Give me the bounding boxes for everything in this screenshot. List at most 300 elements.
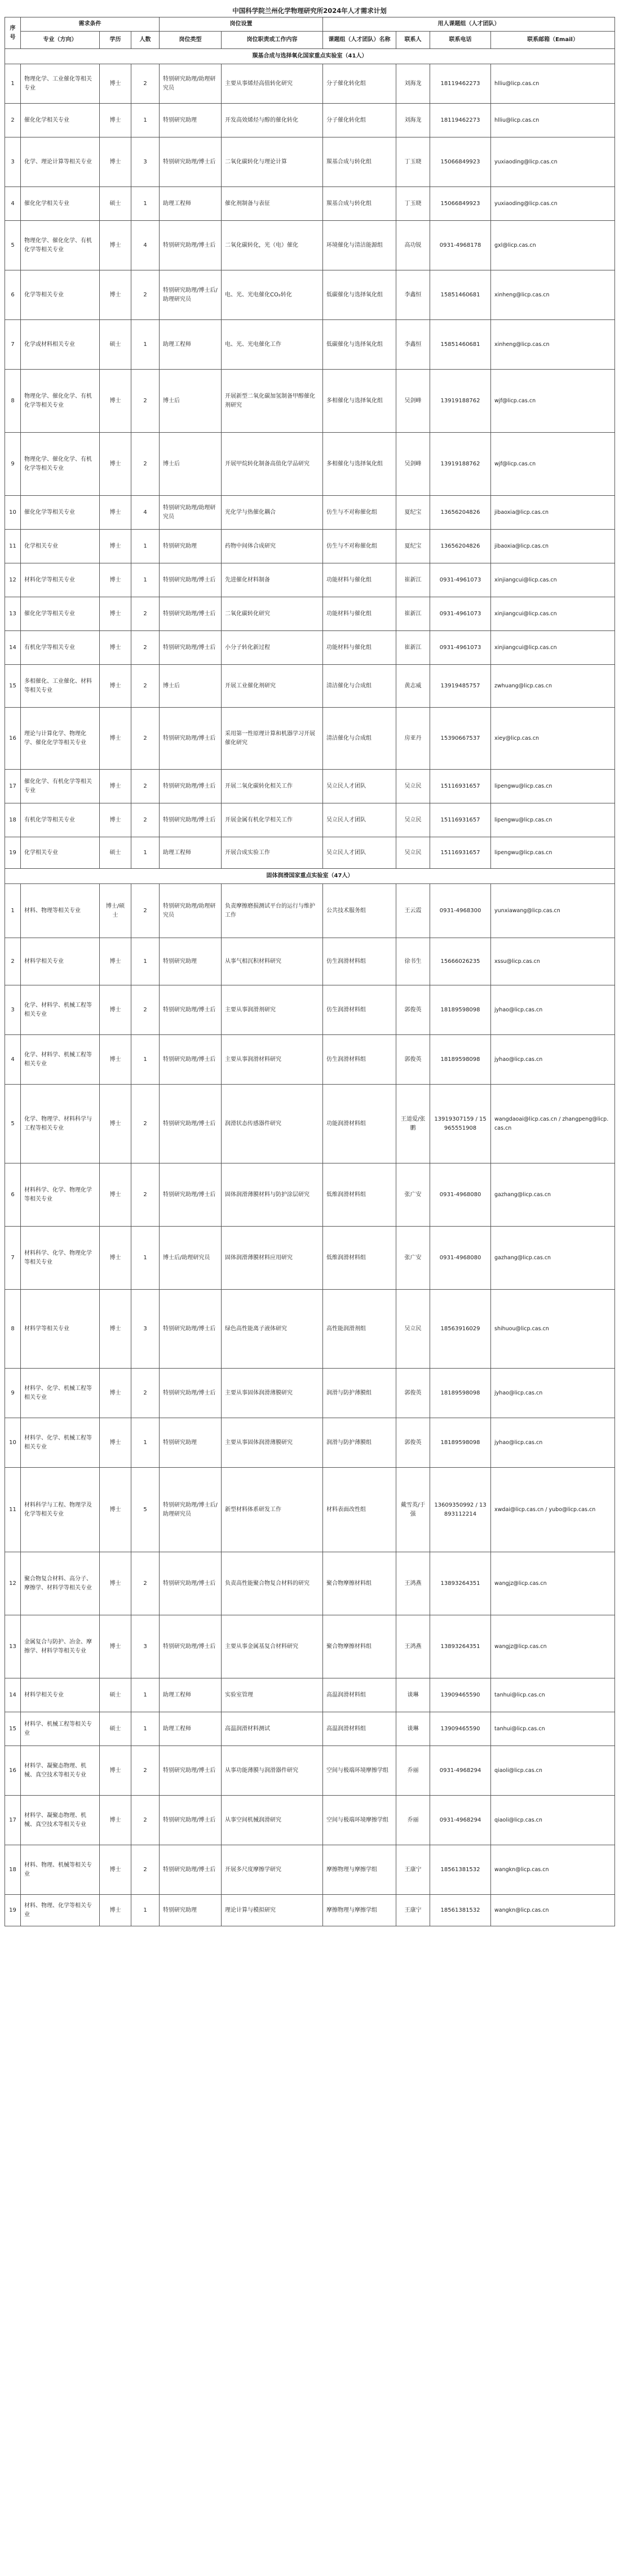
row-post-type: 博士后 <box>160 433 222 496</box>
row-email[interactable]: wangdaoai@licp.cas.cn / zhangpeng@licp.cas.cn <box>491 1085 615 1163</box>
row-phone: 13656204826 <box>430 530 491 563</box>
row-post-type: 特别研究助理/博士后 <box>160 708 222 770</box>
row-email[interactable]: xinheng@licp.cas.cn <box>491 320 615 370</box>
row-email[interactable]: xiey@licp.cas.cn <box>491 708 615 770</box>
row-degree: 硕士 <box>100 1678 131 1712</box>
row-contact: 刘海龙 <box>396 64 430 104</box>
row-degree: 博士 <box>100 665 131 708</box>
table-row <box>5 708 615 770</box>
row-duty: 主要从事金属基复合材料研究 <box>222 1615 323 1678</box>
row-count: 2 <box>131 665 160 708</box>
requirements-table <box>5 17 615 1926</box>
row-duty: 开展甲烷转化制备高值化学品研究 <box>222 433 323 496</box>
row-duty: 开展二氧化碳转化相关工作 <box>222 770 323 803</box>
row-contact: 徐书生 <box>396 938 430 985</box>
table-row <box>5 938 615 985</box>
row-post-type: 特别研究助理/博士后 <box>160 1552 222 1615</box>
row-duty: 主要从事润滑材料研究 <box>222 1035 323 1085</box>
row-group: 羰基合成与转化组 <box>323 187 396 221</box>
row-degree: 硕士 <box>100 187 131 221</box>
row-duty: 电、光、光电催化工作 <box>222 320 323 370</box>
row-no: 1 <box>5 884 21 938</box>
row-phone: 18119462273 <box>430 64 491 104</box>
row-phone: 15116931657 <box>430 770 491 803</box>
row-email[interactable]: yuxiaoding@licp.cas.cn <box>491 187 615 221</box>
row-degree: 博士 <box>100 803 131 837</box>
row-major: 多相催化、工业催化、材料等相关专业 <box>21 665 100 708</box>
row-email[interactable]: xinjiangcui@licp.cas.cn <box>491 631 615 665</box>
row-email[interactable]: shihuou@licp.cas.cn <box>491 1290 615 1369</box>
row-degree: 博士 <box>100 433 131 496</box>
table-row <box>5 1418 615 1468</box>
row-no: 5 <box>5 221 21 270</box>
row-phone: 13656204826 <box>430 496 491 530</box>
page-title: 中国科学院兰州化学物理研究所2024年人才需求计划 <box>232 7 387 15</box>
row-count: 2 <box>131 433 160 496</box>
row-email[interactable]: lipengwu@licp.cas.cn <box>491 803 615 837</box>
row-count: 2 <box>131 884 160 938</box>
row-degree: 博士 <box>100 1796 131 1845</box>
header-row-1 <box>5 17 615 32</box>
row-degree: 博士 <box>100 1085 131 1163</box>
row-count: 2 <box>131 1796 160 1845</box>
row-email[interactable]: wjf@licp.cas.cn <box>491 433 615 496</box>
row-contact: 吴剑峰 <box>396 370 430 433</box>
row-no: 15 <box>5 665 21 708</box>
row-phone: 13919188762 <box>430 433 491 496</box>
row-no: 8 <box>5 370 21 433</box>
row-major: 材料、物理、机械等相关专业 <box>21 1845 100 1895</box>
row-email[interactable]: qiaoli@licp.cas.cn <box>491 1746 615 1796</box>
header-count: 人数 <box>131 32 160 49</box>
header-duty: 岗位职责或工作内容 <box>222 32 323 49</box>
row-no: 18 <box>5 1845 21 1895</box>
row-duty: 开展合成实验工作 <box>222 837 323 869</box>
row-degree: 博士 <box>100 1468 131 1552</box>
row-phone: 13893264351 <box>430 1615 491 1678</box>
row-post-type: 助理工程师 <box>160 187 222 221</box>
header-group-name: 课题组（人才团队）名称 <box>323 32 396 49</box>
header-contact: 联系人 <box>396 32 430 49</box>
row-degree: 博士 <box>100 938 131 985</box>
row-major: 化学、材料学、机械工程等相关专业 <box>21 985 100 1035</box>
row-no: 12 <box>5 1552 21 1615</box>
row-email[interactable]: wangkn@licp.cas.cn <box>491 1895 615 1926</box>
row-email[interactable]: jibaoxia@licp.cas.cn <box>491 496 615 530</box>
row-duty: 高温润滑材料测试 <box>222 1712 323 1746</box>
table-body <box>5 49 615 1926</box>
row-email[interactable]: lipengwu@licp.cas.cn <box>491 770 615 803</box>
row-contact: 王康宁 <box>396 1895 430 1926</box>
row-email[interactable]: tanhui@licp.cas.cn <box>491 1712 615 1746</box>
row-phone: 18189598098 <box>430 1035 491 1085</box>
table-row <box>5 1712 615 1746</box>
row-post-type: 特别研究助理/博士后 <box>160 1290 222 1369</box>
table-row <box>5 320 615 370</box>
row-email[interactable]: wangjz@licp.cas.cn <box>491 1615 615 1678</box>
row-post-type: 特别研究助理/博士后/助理研究员 <box>160 1468 222 1552</box>
row-count: 2 <box>131 1369 160 1418</box>
row-phone: 15851460681 <box>430 270 491 320</box>
row-email[interactable]: yunxiawang@licp.cas.cn <box>491 884 615 938</box>
row-count: 4 <box>131 221 160 270</box>
section-title: 固体润滑国家重点实验室（47人） <box>5 869 615 884</box>
row-degree: 博士 <box>100 1418 131 1468</box>
row-contact: 吴立民 <box>396 803 430 837</box>
row-post-type: 特别研究助理/博士后 <box>160 1746 222 1796</box>
row-no: 11 <box>5 530 21 563</box>
row-post-type: 特别研究助理/博士后 <box>160 631 222 665</box>
row-contact: 乔丽 <box>396 1746 430 1796</box>
table-row <box>5 1746 615 1796</box>
row-major: 材料科学与工程、物理学及化学等相关专业 <box>21 1468 100 1552</box>
header-no: 序号 <box>5 17 21 49</box>
row-degree: 博士 <box>100 1746 131 1796</box>
row-group: 摩擦物理与摩擦学组 <box>323 1845 396 1895</box>
row-no: 17 <box>5 1796 21 1845</box>
row-contact: 王鸿燕 <box>396 1552 430 1615</box>
table-row <box>5 370 615 433</box>
row-major: 材料、物理、化学等相关专业 <box>21 1895 100 1926</box>
row-degree: 博士 <box>100 1552 131 1615</box>
row-contact: 黄志威 <box>396 665 430 708</box>
row-group: 功能润滑材料组 <box>323 1085 396 1163</box>
row-count: 1 <box>131 1712 160 1746</box>
row-post-type: 特别研究助理/博士后 <box>160 597 222 631</box>
row-no: 12 <box>5 563 21 597</box>
row-duty: 负责摩擦磨损测试平台的运行与维护工作 <box>222 884 323 938</box>
row-contact: 谈琳 <box>396 1678 430 1712</box>
row-email[interactable]: wangjz@licp.cas.cn <box>491 1552 615 1615</box>
row-group: 分子催化转化组 <box>323 104 396 137</box>
row-contact: 崔新江 <box>396 631 430 665</box>
table-row <box>5 1468 615 1552</box>
row-major: 物理化学、催化化学、有机化学等相关专业 <box>21 370 100 433</box>
row-contact: 高功锐 <box>396 221 430 270</box>
row-no: 3 <box>5 985 21 1035</box>
row-group: 空间与极端环境摩擦学组 <box>323 1746 396 1796</box>
row-phone: 13919307159 / 15965551908 <box>430 1085 491 1163</box>
row-degree: 博士 <box>100 270 131 320</box>
row-major: 化学、理论计算等相关专业 <box>21 137 100 187</box>
row-group: 公共技术服务组 <box>323 884 396 938</box>
row-duty: 润滑状态传感器件研究 <box>222 1085 323 1163</box>
row-count: 2 <box>131 270 160 320</box>
row-major: 催化化学等相关专业 <box>21 597 100 631</box>
table-row <box>5 1845 615 1895</box>
row-phone: 15066849923 <box>430 137 491 187</box>
row-major: 材料学、化学、机械工程等相关专业 <box>21 1418 100 1468</box>
row-post-type: 博士后 <box>160 370 222 433</box>
row-degree: 博士 <box>100 496 131 530</box>
row-phone: 18119462273 <box>430 104 491 137</box>
row-phone: 0931-4961073 <box>430 597 491 631</box>
row-duty: 主要从事固体润滑薄膜研究 <box>222 1418 323 1468</box>
table-row <box>5 270 615 320</box>
row-duty: 二氧化碳转化，光（电）催化 <box>222 221 323 270</box>
row-post-type: 博士后 <box>160 665 222 708</box>
row-group: 环境催化与清洁能源组 <box>323 221 396 270</box>
row-phone: 15116931657 <box>430 837 491 869</box>
row-degree: 博士 <box>100 64 131 104</box>
row-email[interactable]: gazhang@licp.cas.cn <box>491 1227 615 1290</box>
row-contact: 夏纪宝 <box>396 496 430 530</box>
row-no: 7 <box>5 320 21 370</box>
row-degree: 博士 <box>100 1615 131 1678</box>
row-post-type: 特别研究助理/博士后 <box>160 770 222 803</box>
row-contact: 丁玉晓 <box>396 187 430 221</box>
row-duty: 小分子转化新过程 <box>222 631 323 665</box>
row-degree: 博士 <box>100 1895 131 1926</box>
row-email[interactable]: jibaoxia@licp.cas.cn <box>491 530 615 563</box>
row-major: 聚合物复合材料、高分子、摩擦学、材料学等相关专业 <box>21 1552 100 1615</box>
row-no: 19 <box>5 837 21 869</box>
row-post-type: 特别研究助理/博士后 <box>160 1035 222 1085</box>
row-contact: 乔丽 <box>396 1796 430 1845</box>
row-group: 高温润滑材料组 <box>323 1712 396 1746</box>
row-duty: 电、光、光电催化CO₂转化 <box>222 270 323 320</box>
table-row <box>5 1615 615 1678</box>
row-contact: 谈琳 <box>396 1712 430 1746</box>
row-email[interactable]: wangkn@licp.cas.cn <box>491 1845 615 1895</box>
row-post-type: 特别研究助理/博士后 <box>160 1845 222 1895</box>
row-count: 1 <box>131 530 160 563</box>
row-group: 材料表面改性组 <box>323 1468 396 1552</box>
row-count: 2 <box>131 370 160 433</box>
row-count: 2 <box>131 708 160 770</box>
row-email[interactable]: lipengwu@licp.cas.cn <box>491 837 615 869</box>
row-group: 仿生润滑材料组 <box>323 985 396 1035</box>
row-post-type: 特别研究助理 <box>160 104 222 137</box>
row-email[interactable]: gazhang@licp.cas.cn <box>491 1163 615 1227</box>
row-degree: 博士 <box>100 1227 131 1290</box>
row-duty: 采用第一性原理计算和机器学习开展催化研究 <box>222 708 323 770</box>
row-duty: 开发高效烯烃与醇的催化转化 <box>222 104 323 137</box>
row-count: 2 <box>131 1163 160 1227</box>
row-no: 5 <box>5 1085 21 1163</box>
row-contact: 郭俊英 <box>396 985 430 1035</box>
row-duty: 理论计算与模拟研究 <box>222 1895 323 1926</box>
row-post-type: 特别研究助理/博士后 <box>160 985 222 1035</box>
row-phone: 0931-4968300 <box>430 884 491 938</box>
table-row <box>5 1369 615 1418</box>
row-contact: 刘海龙 <box>396 104 430 137</box>
row-email[interactable]: jyhao@licp.cas.cn <box>491 985 615 1035</box>
row-degree: 博士 <box>100 1035 131 1085</box>
row-count: 1 <box>131 187 160 221</box>
section-row <box>5 869 615 884</box>
row-duty: 从事功能薄膜与润滑器件研究 <box>222 1746 323 1796</box>
row-count: 2 <box>131 597 160 631</box>
row-contact: 吴立民 <box>396 837 430 869</box>
row-phone: 0931-4968080 <box>430 1227 491 1290</box>
row-count: 3 <box>131 137 160 187</box>
row-phone: 13909465590 <box>430 1678 491 1712</box>
row-contact: 房亚丹 <box>396 708 430 770</box>
row-no: 6 <box>5 270 21 320</box>
row-email[interactable]: jyhao@licp.cas.cn <box>491 1035 615 1085</box>
row-group: 聚合物摩擦材料组 <box>323 1615 396 1678</box>
row-contact: 王云霞 <box>396 884 430 938</box>
row-email[interactable]: xssu@licp.cas.cn <box>491 938 615 985</box>
row-email[interactable]: zwhuang@licp.cas.cn <box>491 665 615 708</box>
row-post-type: 特别研究助理/博士后 <box>160 563 222 597</box>
table-row <box>5 1227 615 1290</box>
row-major: 材料学、化学、机械工程等相关专业 <box>21 1369 100 1418</box>
table-row <box>5 1035 615 1085</box>
row-group: 高温润滑材料组 <box>323 1678 396 1712</box>
row-email[interactable]: hlliu@licp.cas.cn <box>491 64 615 104</box>
row-degree: 博士 <box>100 1845 131 1895</box>
row-no: 13 <box>5 1615 21 1678</box>
row-email[interactable]: xwdai@licp.cas.cn / yubo@licp.cas.cn <box>491 1468 615 1552</box>
row-group: 润滑与防护薄膜组 <box>323 1369 396 1418</box>
table-row <box>5 1085 615 1163</box>
header-email: 联系邮箱（Email） <box>491 32 615 49</box>
table-row <box>5 1796 615 1845</box>
row-no: 16 <box>5 1746 21 1796</box>
row-post-type: 特别研究助理/博士后 <box>160 137 222 187</box>
row-degree: 博士 <box>100 1290 131 1369</box>
header-phone: 联系电话 <box>430 32 491 49</box>
row-major: 物理化学、工业催化等相关专业 <box>21 64 100 104</box>
row-contact: 郭俊英 <box>396 1418 430 1468</box>
row-duty: 开展多尺度摩擦学研究 <box>222 1845 323 1895</box>
row-group: 仿生与不对称催化组 <box>323 530 396 563</box>
row-count: 1 <box>131 1678 160 1712</box>
table-row <box>5 1895 615 1926</box>
row-email[interactable]: xinheng@licp.cas.cn <box>491 270 615 320</box>
row-phone: 15066849923 <box>430 187 491 221</box>
row-post-type: 特别研究助理/博士后 <box>160 221 222 270</box>
row-phone: 0931-4968080 <box>430 1163 491 1227</box>
row-contact: 戴雪英/于强 <box>396 1468 430 1552</box>
row-phone: 0931-4968294 <box>430 1746 491 1796</box>
row-major: 化学、材料学、机械工程等相关专业 <box>21 1035 100 1085</box>
row-no: 9 <box>5 1369 21 1418</box>
table-row <box>5 985 615 1035</box>
row-phone: 18189598098 <box>430 985 491 1035</box>
row-phone: 15851460681 <box>430 320 491 370</box>
row-group: 仿生润滑材料组 <box>323 938 396 985</box>
row-no: 9 <box>5 433 21 496</box>
row-no: 18 <box>5 803 21 837</box>
row-email[interactable]: gxl@licp.cas.cn <box>491 221 615 270</box>
row-post-type: 特别研究助理/博士后 <box>160 1163 222 1227</box>
row-degree: 博士 <box>100 137 131 187</box>
row-count: 1 <box>131 837 160 869</box>
row-group: 清洁催化与合成组 <box>323 708 396 770</box>
table-row <box>5 837 615 869</box>
row-contact: 崔新江 <box>396 597 430 631</box>
row-major: 材料科学、化学、物理化学等相关专业 <box>21 1227 100 1290</box>
row-group: 仿生与不对称催化组 <box>323 496 396 530</box>
row-post-type: 特别研究助理/博士后/助理研究员 <box>160 270 222 320</box>
table-row <box>5 563 615 597</box>
row-degree: 硕士 <box>100 320 131 370</box>
row-degree: 博士 <box>100 985 131 1035</box>
row-group: 羰基合成与转化组 <box>323 137 396 187</box>
row-email[interactable]: yuxiaoding@licp.cas.cn <box>491 137 615 187</box>
row-count: 1 <box>131 1418 160 1468</box>
row-major: 材料学、机械工程等相关专业 <box>21 1712 100 1746</box>
row-major: 催化化学相关专业 <box>21 104 100 137</box>
row-email[interactable]: wjf@licp.cas.cn <box>491 370 615 433</box>
row-duty: 主要从事固体润滑薄膜研究 <box>222 1369 323 1418</box>
row-duty: 固体润滑薄膜材料与防护涂层研究 <box>222 1163 323 1227</box>
row-post-type: 特别研究助理/博士后 <box>160 1085 222 1163</box>
table-row <box>5 884 615 938</box>
row-no: 11 <box>5 1468 21 1552</box>
table-row <box>5 64 615 104</box>
row-phone: 18561381532 <box>430 1895 491 1926</box>
row-no: 4 <box>5 187 21 221</box>
row-major: 化学、物理学、材料科学与工程等相关专业 <box>21 1085 100 1163</box>
row-email[interactable]: jyhao@licp.cas.cn <box>491 1418 615 1468</box>
row-count: 1 <box>131 1227 160 1290</box>
row-no: 4 <box>5 1035 21 1085</box>
row-phone: 15666026235 <box>430 938 491 985</box>
row-no: 6 <box>5 1163 21 1227</box>
row-contact: 吴剑峰 <box>396 433 430 496</box>
row-email[interactable]: xinjiangcui@licp.cas.cn <box>491 563 615 597</box>
row-post-type: 特别研究助理/博士后 <box>160 803 222 837</box>
row-count: 1 <box>131 104 160 137</box>
row-email[interactable]: jyhao@licp.cas.cn <box>491 1369 615 1418</box>
row-no: 8 <box>5 1290 21 1369</box>
row-duty: 主要从事润滑剂研究 <box>222 985 323 1035</box>
row-degree: 硕士 <box>100 1712 131 1746</box>
table-row <box>5 665 615 708</box>
row-email[interactable]: tanhui@licp.cas.cn <box>491 1678 615 1712</box>
row-group: 低碳催化与选择氧化组 <box>323 320 396 370</box>
header-group: 用人课题组（人才团队） <box>323 17 615 32</box>
row-major: 理论与计算化学、物理化学、催化化学等相关专业 <box>21 708 100 770</box>
row-email[interactable]: hlliu@licp.cas.cn <box>491 104 615 137</box>
row-post-type: 特别研究助理 <box>160 530 222 563</box>
row-no: 14 <box>5 631 21 665</box>
row-group: 高性能润滑剂组 <box>323 1290 396 1369</box>
row-post-type: 特别研究助理/博士后 <box>160 1369 222 1418</box>
row-major: 材料学相关专业 <box>21 938 100 985</box>
row-email[interactable]: qiaoli@licp.cas.cn <box>491 1796 615 1845</box>
row-degree: 博士 <box>100 770 131 803</box>
row-no: 7 <box>5 1227 21 1290</box>
row-group: 润滑与防护薄膜组 <box>323 1418 396 1468</box>
table-row <box>5 1552 615 1615</box>
header-demand: 需求条件 <box>21 17 160 32</box>
row-count: 2 <box>131 803 160 837</box>
row-post-type: 博士后/助理研究员 <box>160 1227 222 1290</box>
row-degree: 博士 <box>100 530 131 563</box>
row-phone: 0931-4961073 <box>430 563 491 597</box>
row-count: 5 <box>131 1468 160 1552</box>
section-row <box>5 49 615 64</box>
row-group: 多相催化与选择氧化组 <box>323 433 396 496</box>
row-group: 功能材料与催化组 <box>323 631 396 665</box>
row-contact: 夏纪宝 <box>396 530 430 563</box>
row-major: 材料学等相关专业 <box>21 1290 100 1369</box>
row-group: 低维润滑材料组 <box>323 1163 396 1227</box>
row-email[interactable]: xinjiangcui@licp.cas.cn <box>491 597 615 631</box>
row-contact: 王道爱/张鹏 <box>396 1085 430 1163</box>
row-group: 吴立民人才团队 <box>323 770 396 803</box>
row-degree: 硕士 <box>100 837 131 869</box>
row-contact: 王鸿燕 <box>396 1615 430 1678</box>
row-duty: 药物中间体合成研究 <box>222 530 323 563</box>
row-duty: 新型材料体系研发工作 <box>222 1468 323 1552</box>
table-row <box>5 597 615 631</box>
